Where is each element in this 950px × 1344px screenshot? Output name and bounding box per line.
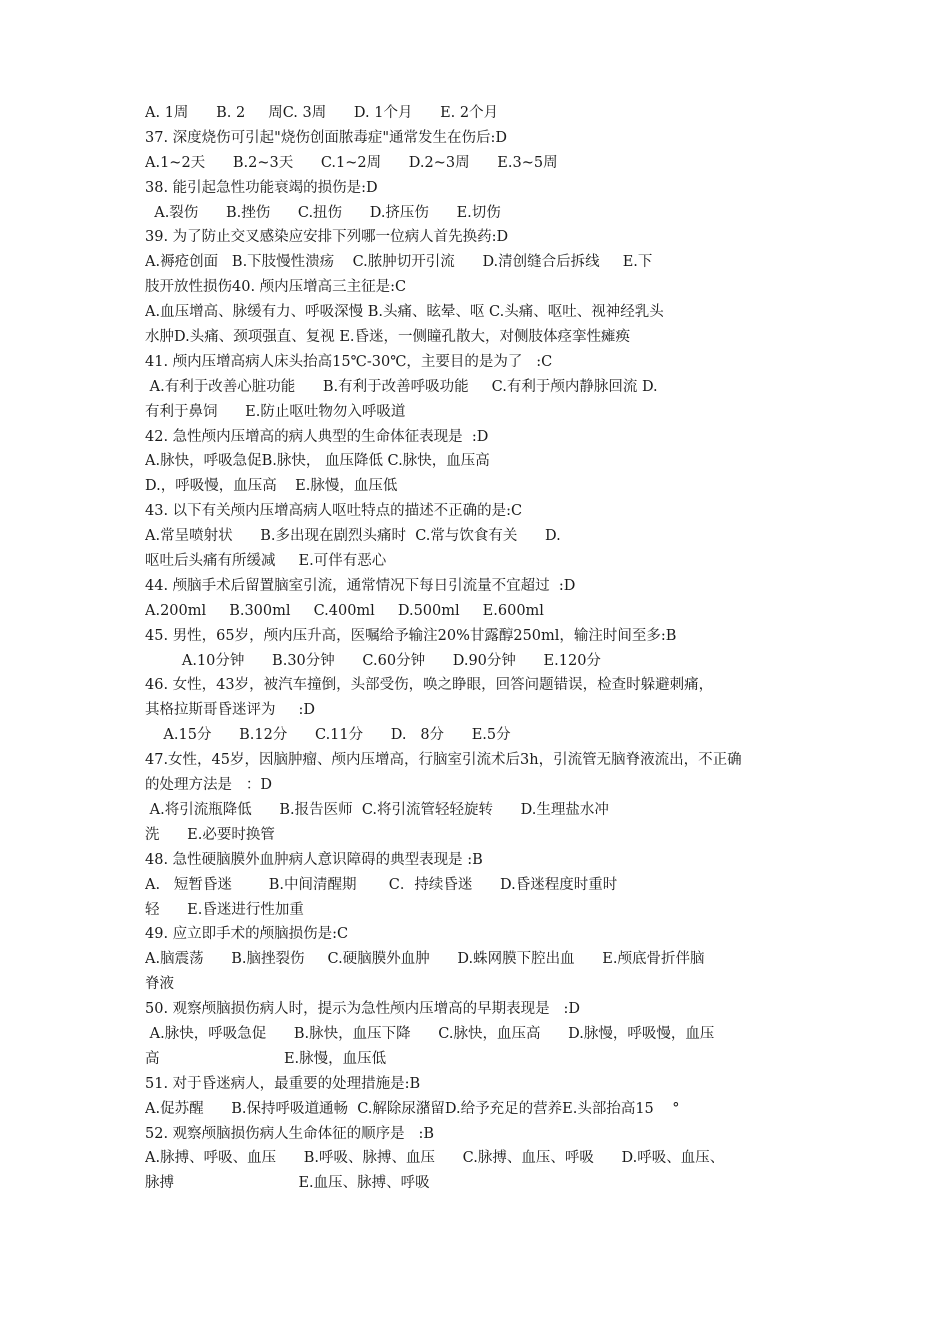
text-line: A.10分钟 B.30分钟 C.60分钟 D.90分钟 E.120分	[145, 652, 601, 669]
text-line: 高 E.脉慢，血压低	[145, 1050, 387, 1067]
text-line: 46. 女性，43岁，被汽车撞倒，头部受伤，唤之睁眼，回答问题错误，检查时躲避刺痛，	[145, 677, 714, 694]
text-line: 41. 颅内压增高病人床头抬高15℃-30℃，主要目的是为了 :C	[145, 353, 553, 370]
text-line: A.促苏醒 B.保持呼吸道通畅 C.解除尿潴留D.给予充足的营养E.头部抬高15 °	[145, 1100, 680, 1117]
text-line: 肢开放性损伤40. 颅内压增高三主征是:C	[145, 279, 407, 296]
text-line: A.200ml B.300ml C.400ml D.500ml E.600ml	[145, 602, 544, 619]
text-line: 45. 男性，65岁，颅内压升高，医嘱给予输注20%甘露醇250ml，输注时间至多:B	[145, 627, 677, 644]
document-text	[145, 101, 813, 1196]
text-line: 38. 能引起急性功能衰竭的损伤是:D	[145, 179, 378, 196]
text-line: 其格拉斯哥昏迷评为 :D	[145, 702, 316, 719]
text-line: A.脉快，呼吸急促 B.脉快，血压下降 C.脉快，血压高 D.脉慢，呼吸慢，血压	[145, 1025, 715, 1042]
text-line: 43. 以下有关颅内压增高病人呕吐特点的描述不正确的是:C	[145, 503, 523, 520]
text-line: A.血压增高、脉缓有力、呼吸深慢 B.头痛、眩晕、呕 C.头痛、呕吐、视神经乳头	[145, 304, 664, 321]
text-line: A.有利于改善心脏功能 B.有利于改善呼吸功能 C.有利于颅内静脉回流 D.	[145, 378, 658, 395]
text-line: D.，呼吸慢，血压高 E.脉慢，血压低	[145, 478, 398, 495]
text-line: 52. 观察颅脑损伤病人生命体征的顺序是 :B	[145, 1125, 435, 1142]
text-line: A.将引流瓶降低 B.报告医师 C.将引流管轻轻旋转 D.生理盐水冲	[145, 801, 609, 818]
text-line: 51. 对于昏迷病人，最重要的处理措施是:B	[145, 1075, 421, 1092]
text-line: 44. 颅脑手术后留置脑室引流，通常情况下每日引流量不宜超过 :D	[145, 577, 576, 594]
text-line: A.脉搏、呼吸、血压 B.呼吸、脉搏、血压 C.脉搏、血压、呼吸 D.呼吸、血压、	[145, 1150, 725, 1167]
text-line: A. 短暂昏迷 B.中间清醒期 C．持续昏迷 D.昏迷程度时重时	[145, 876, 618, 893]
text-line: 42. 急性颅内压增高的病人典型的生命体征表现是 :D	[145, 428, 489, 445]
text-line: 洗 E.必要时换管	[145, 826, 275, 843]
text-line: 呕吐后头痛有所缓减 E.可伴有恶心	[145, 553, 387, 570]
text-line: A. 1周 B. 2 周C. 3周 D. 1个月 E. 2个月	[145, 105, 499, 121]
text-line: A.脉快，呼吸急促B.脉快， 血压降低 C.脉快，血压高	[145, 453, 490, 470]
text-line: 轻 E.昏迷进行性加重	[145, 901, 304, 918]
text-line: 39. 为了防止交叉感染应安排下列哪一位病人首先换药:D	[145, 229, 509, 246]
text-line: A.脑震荡 B.脑挫裂伤 C.硬脑膜外血肿 D.蛛网膜下腔出血 E.颅底骨折伴脑	[145, 951, 705, 968]
text-line: A.褥疮创面 B.下肢慢性溃疡 C.脓肿切开引流 D.清创缝合后拆线 E.下	[145, 254, 653, 271]
text-line: 48. 急性硬脑膜外血肿病人意识障碍的典型表现是 :B	[145, 851, 483, 868]
text-line: 47.女性，45岁，因脑肿瘤、颅内压增高，行脑室引流术后3h，引流管无脑脊液流出，不正确	[145, 752, 742, 769]
text-line: A.1~2天 B.2~3天 C.1~2周 D.2~3周 E.3~5周	[145, 154, 558, 171]
text-line: 脉搏 E.血压、脉搏、呼吸	[145, 1175, 430, 1192]
text-line: 49. 应立即手术的颅脑损伤是:C	[145, 926, 349, 943]
text-line: A.15分 B.12分 C.11分 D. 8分 E.5分	[145, 727, 511, 744]
text-line: 水肿D.头痛、颈项强直、复视 E.昏迷，一侧瞳孔散大，对侧肢体痉挛性瘫痪	[145, 329, 631, 346]
text-line: 50. 观察颅脑损伤病人时，提示为急性颅内压增高的早期表现是 :D	[145, 1001, 581, 1018]
text-line: 的处理方法是 ：D	[145, 777, 272, 794]
text-line: A.裂伤 B.挫伤 C.扭伤 D.挤压伤 E.切伤	[145, 204, 501, 221]
text-line: 37. 深度烧伤可引起"烧伤创面脓毒症"通常发生在伤后:D	[145, 129, 508, 146]
text-line: A.常呈喷射状 B.多出现在剧烈头痛时 C.常与饮食有关 D.	[145, 528, 561, 545]
text-line: 有利于鼻饲 E.防止呕吐物勿入呼吸道	[145, 403, 406, 420]
text-line: 脊液	[145, 976, 174, 993]
